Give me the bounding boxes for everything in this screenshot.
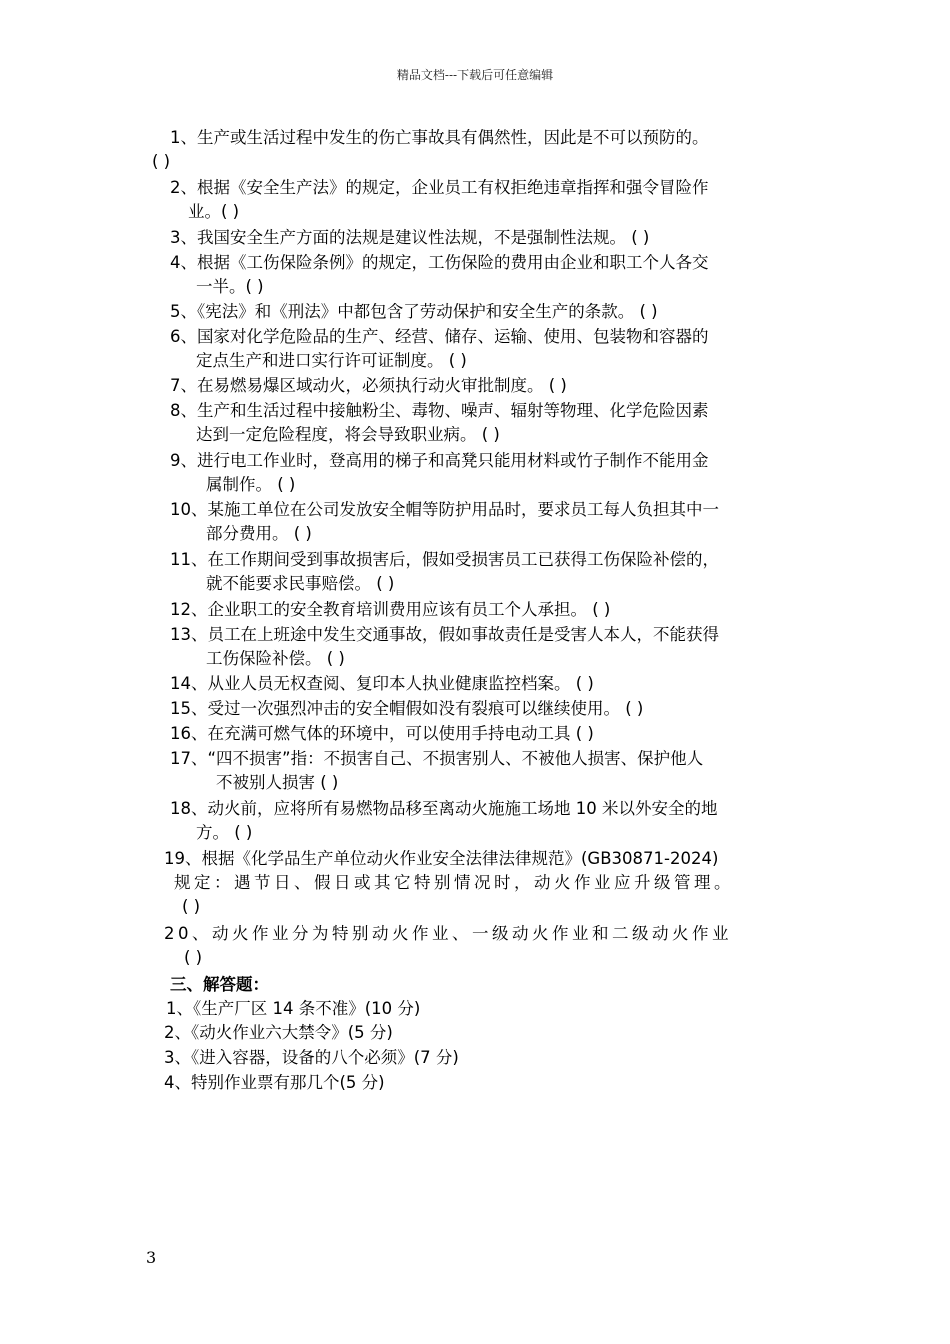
page-header: 精品文档---下载后可任意编辑 <box>396 68 554 82</box>
question-text: 10、某施工单位在公司发放安全帽等防护用品时，要求员工每人负担其中一 <box>170 500 719 519</box>
question-text: 就不能要求民事赔偿。 ( ) <box>206 574 395 593</box>
question-text: 4、根据《工伤保险条例》的规定，工伤保险的费用由企业和职工个人各交 <box>170 253 709 272</box>
page-number: 3 <box>146 1248 157 1267</box>
question-7 <box>170 374 567 398</box>
question-text: 不被别人损害 ( ) <box>216 773 339 792</box>
question-text: 7、在易燃易爆区域动火，必须执行动火审批制度。 ( ) <box>170 376 567 395</box>
question-text: 9、进行电工作业时，登高用的梯子和高凳只能用材料或竹子制作不能用金 <box>170 451 709 470</box>
question-text: 14、从业人员无权查阅、复印本人执业健康监控档案。 ( ) <box>170 674 594 693</box>
question-text: 部分费用。 ( ) <box>206 524 312 543</box>
question-6 <box>170 325 709 373</box>
question-text: 11、在工作期间受到事故损害后，假如受损害员工已获得工伤保险补偿的， <box>170 550 719 569</box>
question-15 <box>170 697 643 721</box>
question-20 <box>164 922 732 970</box>
question-text: 达到一定危险程度，将会导致职业病。 ( ) <box>196 425 500 444</box>
question-14 <box>170 672 594 696</box>
question-8 <box>170 399 709 447</box>
answer-item-3: 3、《进入容器，设备的八个必须》(7 分) <box>164 1048 459 1067</box>
question-text: ( ) <box>184 948 203 967</box>
question-text: 19、根据《化学品生产单位动火作业安全法律法律规范》(GB30871-2024) <box>164 849 719 868</box>
question-3 <box>170 226 649 250</box>
question-18 <box>170 797 717 845</box>
question-17 <box>170 747 703 795</box>
question-1 <box>170 126 709 150</box>
question-10 <box>170 498 719 546</box>
question-19 <box>164 847 734 919</box>
question-text: 8、生产和生活过程中接触粉尘、毒物、噪声、辐射等物理、化学危险因素 <box>170 401 709 420</box>
question-text: 1、生产或生活过程中发生的伤亡事故具有偶然性，因此是不可以预防的。 <box>170 128 709 147</box>
question-text: 一半。( ) <box>196 277 264 296</box>
question-text: 16、在充满可燃气体的环境中，可以使用手持电动工具 ( ) <box>170 724 594 743</box>
question-text: 业。( ) <box>188 202 240 221</box>
question-text: 工伤保险补偿。 ( ) <box>206 649 345 668</box>
question-16 <box>170 722 594 746</box>
question-text: 属制作。 ( ) <box>206 475 296 494</box>
question-text: 18、动火前，应将所有易燃物品移至离动火施施工场地 10 米以外安全的地 <box>170 799 718 818</box>
question-text: 5、《宪法》和《刑法》中都包含了劳动保护和安全生产的条款。 ( ) <box>170 302 658 321</box>
question-text: ( ) <box>182 897 201 916</box>
question-text: 17、“四不损害”指：不损害自己、不损害别人、不被他人损害、保护他人 <box>170 749 704 768</box>
question-text: 20、动火作业分为特别动火作业、一级动火作业和二级动火作业 <box>164 924 732 943</box>
question-text: 12、企业职工的安全教育培训费用应该有员工个人承担。 ( ) <box>170 600 611 619</box>
answer-item-4: 4、特别作业票有那几个(5 分) <box>164 1073 385 1092</box>
question-2 <box>170 176 709 224</box>
question-text: 规定：遇节日、假日或其它特别情况时，动火作业应升级管理。 <box>174 873 734 892</box>
question-11 <box>170 548 719 596</box>
question-text: 3、我国安全生产方面的法规是建议性法规，不是强制性法规。 ( ) <box>170 228 650 247</box>
question-text: 6、国家对化学危险品的生产、经营、储存、运输、使用、包装物和容器的 <box>170 327 709 346</box>
question-text: 13、员工在上班途中发生交通事故，假如事故责任是受害人本人，不能获得 <box>170 625 719 644</box>
answer-item-2: 2、《动火作业六大禁令》(5 分) <box>164 1023 393 1042</box>
question-5 <box>170 300 658 324</box>
question-text: ( ) <box>152 152 171 171</box>
question-9 <box>170 449 709 497</box>
answer-item-1: 1、《生产厂区 14 条不准》(10 分) <box>166 999 421 1018</box>
question-13 <box>170 623 719 671</box>
question-text: 2、根据《安全生产法》的规定，企业员工有权拒绝违章指挥和强令冒险作 <box>170 178 709 197</box>
question-1-blank <box>152 150 170 174</box>
question-4 <box>170 251 709 299</box>
question-text: 方。 ( ) <box>196 823 253 842</box>
question-12 <box>170 598 610 622</box>
question-text: 定点生产和进口实行许可证制度。 ( ) <box>196 351 467 370</box>
question-text: 15、受过一次强烈冲击的安全帽假如没有裂痕可以继续使用。 ( ) <box>170 699 644 718</box>
section-title: 三、解答题： <box>170 975 269 994</box>
